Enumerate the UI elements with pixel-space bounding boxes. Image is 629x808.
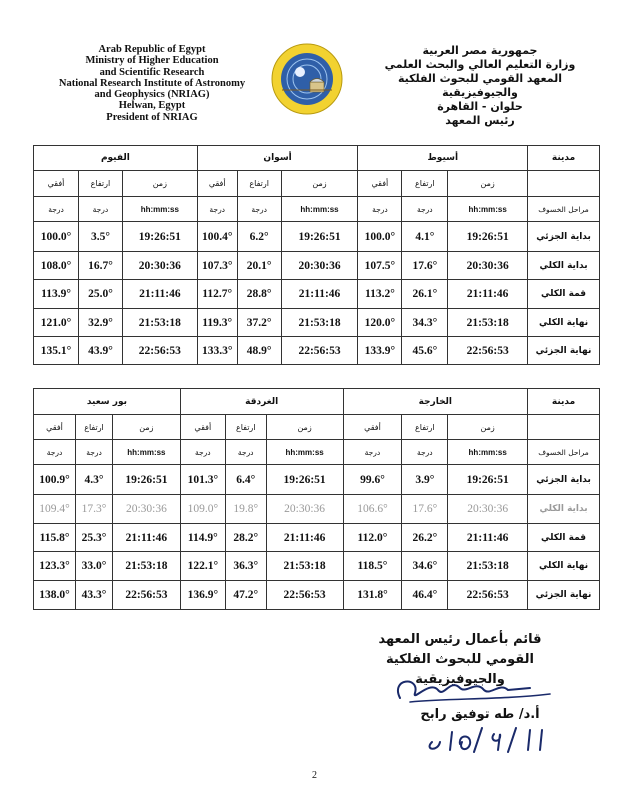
altitude-cell: 3.5°	[79, 222, 123, 252]
time-header: زمن	[448, 171, 528, 197]
time-cell: 20:30:36	[112, 495, 180, 524]
azimuth-cell: 133.9°	[358, 337, 402, 365]
altitude-cell: 6.4°	[225, 465, 266, 495]
time-header: زمن	[448, 415, 528, 440]
altitude-cell: 33.0°	[76, 552, 113, 581]
azimuth-cell: 120.0°	[358, 309, 402, 337]
azimuth-header: أفقي	[180, 415, 225, 440]
city-name: الخارجة	[343, 389, 528, 415]
phase-label: نهاية الكلي	[528, 309, 600, 337]
city-name: بور سعيد	[34, 389, 181, 415]
time-cell: 21:53:18	[281, 309, 358, 337]
table-row	[34, 552, 600, 581]
letterhead-line: المعهد القومي للبحوث الفلكية والجيوفيزيقية	[397, 72, 563, 99]
time-cell: 22:56:53	[281, 337, 358, 365]
phase-label: نهاية الجزئي	[528, 337, 600, 365]
azimuth-cell: 138.0°	[34, 581, 76, 610]
azimuth-header: أفقي	[358, 171, 402, 197]
eclipse-table-2	[33, 388, 600, 610]
phase-label: نهاية الجزئي	[528, 581, 600, 610]
altitude-cell: 20.1°	[237, 252, 281, 280]
table-row	[34, 252, 600, 280]
altitude-cell: 17.6°	[402, 252, 448, 280]
table-row	[34, 222, 600, 252]
azimuth-header: أفقي	[197, 171, 237, 197]
page-number: 2	[312, 770, 317, 781]
eclipse-table-1	[33, 145, 600, 365]
letterhead-line: رئيس المعهد	[445, 114, 515, 127]
azimuth-cell: 108.0°	[34, 252, 79, 280]
letterhead-line: National Research Institute of Astronomy	[58, 77, 246, 89]
letterhead-line: President of NRIAG	[106, 111, 198, 123]
time-cell: 21:11:46	[266, 524, 343, 552]
time-cell: 19:26:51	[112, 465, 180, 495]
altitude-cell: 16.7°	[79, 252, 123, 280]
phase-label: بداية الجزئي	[528, 222, 600, 252]
time-cell: 22:56:53	[122, 337, 197, 365]
table-row	[34, 524, 600, 552]
degree-unit: درجة	[402, 440, 448, 465]
table-row	[34, 581, 600, 610]
azimuth-cell: 115.8°	[34, 524, 76, 552]
altitude-cell: 25.0°	[79, 280, 123, 309]
nriag-logo-icon	[270, 42, 344, 116]
time-cell: 22:56:53	[448, 581, 528, 610]
altitude-cell: 45.6°	[402, 337, 448, 365]
table-row	[34, 495, 600, 524]
azimuth-cell: 119.3°	[197, 309, 237, 337]
time-header: زمن	[281, 171, 358, 197]
time-cell: 20:30:36	[448, 495, 528, 524]
letterhead-line: وزارة التعليم العالي والبحث العلمي	[384, 58, 576, 71]
time-cell: 20:30:36	[448, 252, 528, 280]
altitude-cell: 34.6°	[402, 552, 448, 581]
degree-unit: درجة	[237, 197, 281, 222]
table-row	[34, 309, 600, 337]
table-row	[34, 465, 600, 495]
altitude-cell: 34.3°	[402, 309, 448, 337]
time-cell: 21:53:18	[112, 552, 180, 581]
time-cell: 20:30:36	[122, 252, 197, 280]
azimuth-cell: 133.3°	[197, 337, 237, 365]
time-header: زمن	[122, 171, 197, 197]
azimuth-cell: 107.3°	[197, 252, 237, 280]
altitude-cell: 3.9°	[402, 465, 448, 495]
time-unit: hh:mm:ss	[122, 197, 197, 222]
altitude-cell: 26.1°	[402, 280, 448, 309]
arabic-letterhead	[360, 44, 600, 128]
phase-label: بداية الجزئي	[528, 465, 600, 495]
phase-label: نهاية الكلي	[528, 552, 600, 581]
azimuth-cell: 121.0°	[34, 309, 79, 337]
time-cell: 21:11:46	[281, 280, 358, 309]
time-cell: 21:11:46	[448, 280, 528, 309]
azimuth-cell: 112.7°	[197, 280, 237, 309]
time-cell: 22:56:53	[266, 581, 343, 610]
time-cell: 19:26:51	[448, 465, 528, 495]
degree-unit: درجة	[34, 440, 76, 465]
degree-unit: درجة	[180, 440, 225, 465]
city-name: أسيوط	[358, 146, 528, 171]
degree-unit: درجة	[79, 197, 123, 222]
altitude-cell: 4.1°	[402, 222, 448, 252]
azimuth-cell: 100.4°	[197, 222, 237, 252]
azimuth-header: أفقي	[34, 171, 79, 197]
time-unit: hh:mm:ss	[448, 197, 528, 222]
city-header-label: مدينة	[528, 389, 600, 415]
time-header: زمن	[112, 415, 180, 440]
azimuth-cell: 113.9°	[34, 280, 79, 309]
altitude-cell: 4.3°	[76, 465, 113, 495]
phases-header: مراحل الخسوف	[528, 440, 600, 465]
altitude-cell: 46.4°	[402, 581, 448, 610]
degree-unit: درجة	[358, 197, 402, 222]
altitude-cell: 26.2°	[402, 524, 448, 552]
degree-unit: درجة	[343, 440, 402, 465]
city-name: أسوان	[197, 146, 358, 171]
altitude-cell: 6.2°	[237, 222, 281, 252]
azimuth-cell: 100.9°	[34, 465, 76, 495]
azimuth-cell: 109.0°	[180, 495, 225, 524]
letterhead-line: حلوان - القاهرة	[437, 100, 523, 113]
time-cell: 21:11:46	[122, 280, 197, 309]
altitude-header: ارتفاع	[237, 171, 281, 197]
altitude-cell: 37.2°	[237, 309, 281, 337]
time-cell: 20:30:36	[266, 495, 343, 524]
azimuth-cell: 131.8°	[343, 581, 402, 610]
degree-unit: درجة	[225, 440, 266, 465]
time-cell: 21:53:18	[448, 309, 528, 337]
signature-title-line: قائم بأعمال رئيس المعهد	[378, 632, 542, 647]
azimuth-header: أفقي	[343, 415, 402, 440]
time-header: زمن	[266, 415, 343, 440]
azimuth-cell: 100.0°	[358, 222, 402, 252]
signatory-name: أ.د/ طه توفيق رابح	[420, 707, 540, 722]
time-cell: 22:56:53	[448, 337, 528, 365]
time-unit: hh:mm:ss	[266, 440, 343, 465]
degree-unit: درجة	[402, 197, 448, 222]
phase-label: بداية الكلي	[528, 252, 600, 280]
city-name: الغردقة	[180, 389, 343, 415]
time-cell: 21:53:18	[266, 552, 343, 581]
altitude-cell: 48.9°	[237, 337, 281, 365]
azimuth-cell: 123.3°	[34, 552, 76, 581]
altitude-header: ارتفاع	[76, 415, 113, 440]
empty-cell	[528, 171, 600, 197]
time-unit: hh:mm:ss	[281, 197, 358, 222]
altitude-cell: 17.6°	[402, 495, 448, 524]
azimuth-cell: 106.6°	[343, 495, 402, 524]
handwritten-signature-icon	[380, 668, 560, 708]
time-cell: 21:53:18	[448, 552, 528, 581]
altitude-cell: 47.2°	[225, 581, 266, 610]
altitude-cell: 17.3°	[76, 495, 113, 524]
letterhead-line: and Geophysics (NRIAG)	[94, 89, 210, 101]
phase-label: قمة الكلي	[528, 280, 600, 309]
altitude-cell: 32.9°	[79, 309, 123, 337]
phase-label: قمة الكلي	[528, 524, 600, 552]
azimuth-cell: 112.0°	[343, 524, 402, 552]
altitude-header: ارتفاع	[402, 171, 448, 197]
altitude-cell: 28.8°	[237, 280, 281, 309]
table-row	[34, 337, 600, 365]
altitude-cell: 28.2°	[225, 524, 266, 552]
letterhead-line: Helwan, Egypt	[118, 100, 186, 112]
altitude-cell: 19.8°	[225, 495, 266, 524]
time-unit: hh:mm:ss	[448, 440, 528, 465]
signature-title-line: القومي للبحوث الفلكية والجيوفيزيقية	[386, 652, 534, 687]
city-header-label: مدينة	[528, 146, 600, 171]
time-cell: 19:26:51	[122, 222, 197, 252]
phase-label: بداية الكلي	[528, 495, 600, 524]
degree-unit: درجة	[34, 197, 79, 222]
letterhead-line: Ministry of Higher Education	[85, 55, 219, 67]
phases-header: مراحل الخسوف	[528, 197, 600, 222]
city-name: الفيوم	[34, 146, 198, 171]
english-letterhead	[52, 44, 252, 123]
time-cell: 21:11:46	[112, 524, 180, 552]
time-cell: 21:11:46	[448, 524, 528, 552]
time-cell: 19:26:51	[448, 222, 528, 252]
azimuth-cell: 113.2°	[358, 280, 402, 309]
degree-unit: درجة	[197, 197, 237, 222]
azimuth-header: أفقي	[34, 415, 76, 440]
azimuth-cell: 101.3°	[180, 465, 225, 495]
azimuth-cell: 122.1°	[180, 552, 225, 581]
letterhead-line: Arab Republic of Egypt	[98, 44, 206, 55]
azimuth-cell: 109.4°	[34, 495, 76, 524]
table-row	[34, 280, 600, 309]
altitude-cell: 43.9°	[79, 337, 123, 365]
azimuth-cell: 107.5°	[358, 252, 402, 280]
altitude-header: ارتفاع	[402, 415, 448, 440]
degree-unit: درجة	[76, 440, 113, 465]
time-cell: 20:30:36	[281, 252, 358, 280]
time-cell: 19:26:51	[281, 222, 358, 252]
time-cell: 21:53:18	[122, 309, 197, 337]
letterhead-line: and Scientific Research	[99, 66, 205, 78]
azimuth-cell: 118.5°	[343, 552, 402, 581]
handwritten-date	[420, 722, 560, 754]
azimuth-cell: 99.6°	[343, 465, 402, 495]
time-cell: 19:26:51	[266, 465, 343, 495]
altitude-header: ارتفاع	[225, 415, 266, 440]
azimuth-cell: 100.0°	[34, 222, 79, 252]
azimuth-cell: 114.9°	[180, 524, 225, 552]
empty-cell	[528, 415, 600, 440]
time-cell: 22:56:53	[112, 581, 180, 610]
altitude-cell: 25.3°	[76, 524, 113, 552]
time-unit: hh:mm:ss	[112, 440, 180, 465]
azimuth-cell: 135.1°	[34, 337, 79, 365]
altitude-cell: 36.3°	[225, 552, 266, 581]
altitude-cell: 43.3°	[76, 581, 113, 610]
letterhead-line: جمهورية مصر العربية	[422, 44, 538, 57]
azimuth-cell: 136.9°	[180, 581, 225, 610]
altitude-header: ارتفاع	[79, 171, 123, 197]
